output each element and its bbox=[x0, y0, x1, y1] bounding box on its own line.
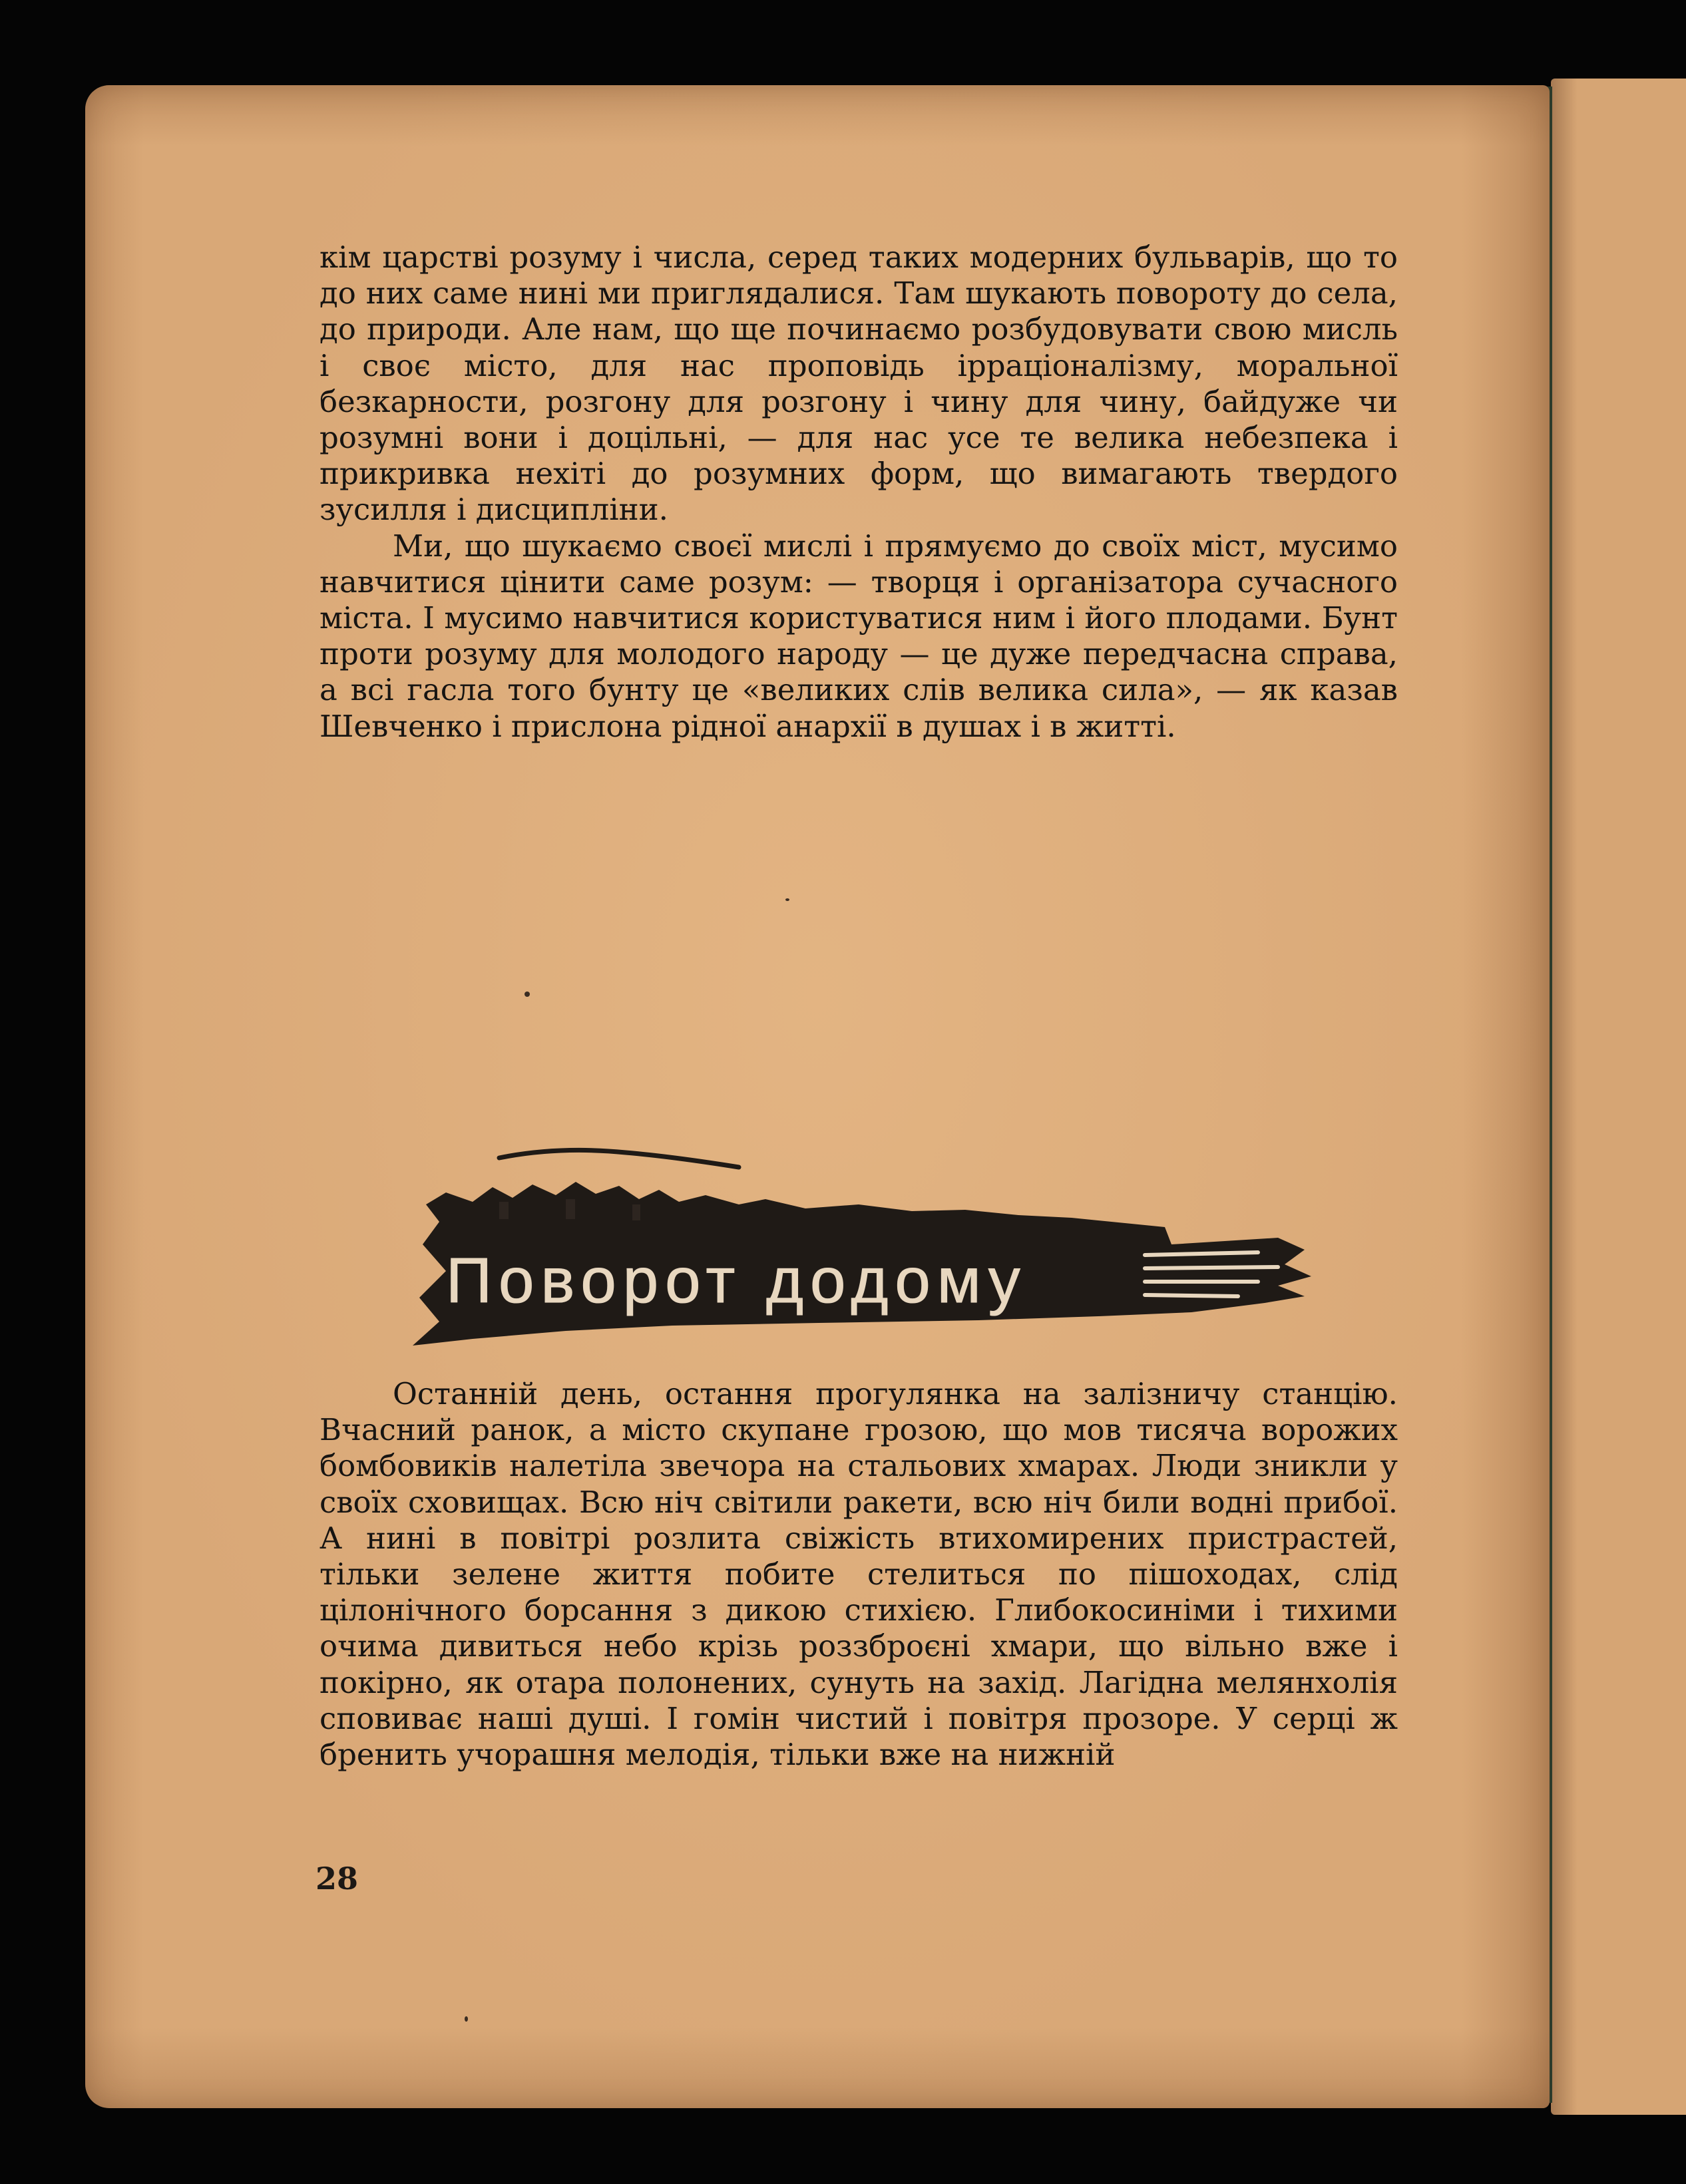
paper-speck bbox=[785, 898, 789, 901]
facing-page-edge bbox=[1551, 79, 1686, 2115]
paper-speck bbox=[465, 2016, 468, 2022]
paragraph-2: Ми, що шукаємо своєї мислі і прямуємо до своїх міст, мусимо навчитися цінити саме розум: — творця і організатора сучасного міста. І мусимо навчитися користуватися ним і його плодами. Бунт проти розуму для молодого народу — це дуже передчасна справа, а всі гасла того бунту це «великих слів велика сила», — як казав Шевченко і прислона рідної анархії в душах і в житті. bbox=[319, 528, 1398, 744]
paragraph-3: Останній день, остання прогулянка на залізничу станцію. Вчасний ранок, а місто скупане грозою, що мов тисяча ворожих бомбовиків налетіла звечора на стальових хмарах. Люди зникли у своїх сховищах. Всю ніч світили ракети, всю ніч били водні прибої. А нині в повітрі розлита свіжість втихомирених пристрастей, тільки зелене життя побите стелиться по пішоходах, слід цілонічного борсання з дикою стихією. Глибокосиніми і тихими очима дивиться небо крізь роззброєні хмари, що вільно вже і покірно, як отара полонених, сунуть на захід. Лагідна мелянхолія сповиває наші душі. І гомін чистий і повітря прозоре. У серці ж бренить учорашня мелодія, тільки вже на нижній bbox=[319, 1376, 1398, 1773]
chapter-banner bbox=[393, 1138, 1318, 1351]
lower-text bbox=[319, 1376, 1398, 1773]
paper-speck bbox=[525, 992, 530, 997]
chapter-title: Поворот додому bbox=[446, 1245, 1027, 1316]
paragraph-1: кім царстві розуму і числа, серед таких модерних бульварів, що то до них саме нині ми приглядалися. Там шукають повороту до села, до природи. Але нам, що ще починаємо розбудовувати свою мисль і своє місто, для нас проповідь ірраціоналізму, моральної безкарности, розгону для розгону і чину для чину, байдуже чи розумні вони і доцільні, — для нас усе те велика небезпека і прикривка нехіті до розумних форм, що вимагають твердого зусилля і дисципліни. bbox=[319, 240, 1398, 528]
upper-text bbox=[319, 240, 1398, 745]
page-number: 28 bbox=[316, 1861, 359, 1897]
